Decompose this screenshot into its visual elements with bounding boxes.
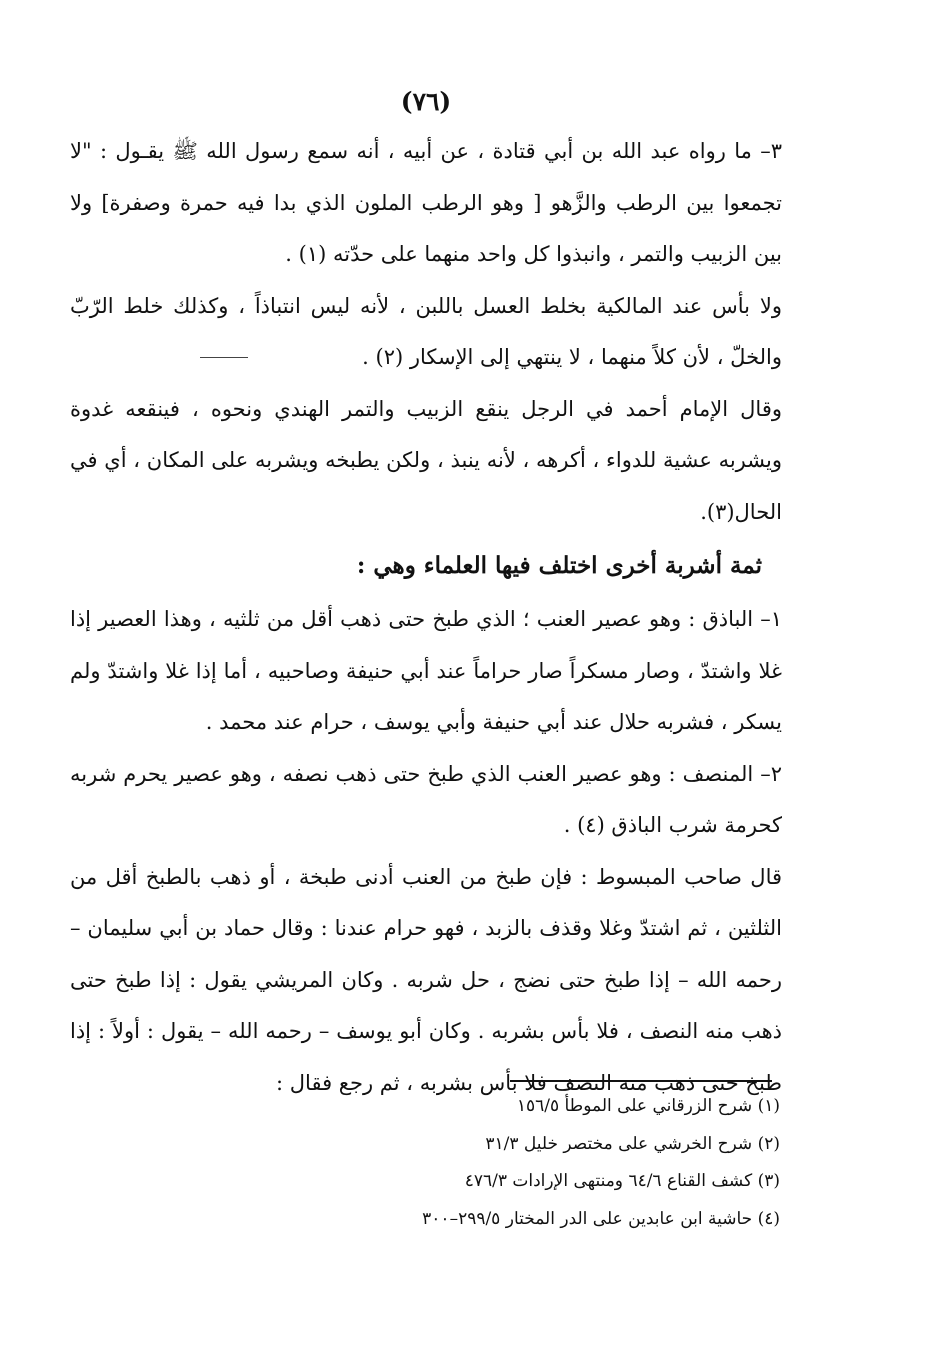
paragraph-mabsut: قال صاحب المبسوط : فإن طبخ من العنب أدنى طبخة ، أو ذهب بالطبخ أقل من الثلثين ، ثم اشتدّ وغلا وقذف بالزبد ، فهو حرام عندنا : وقال حماد بن أبي سليمان – رحمه الله – إذا طبخ حتى نضج ، حل شربه . وكان المريشي يقول : إذا طبخ حتى ذهب منه النصف ، فلا بأس بشربه . وكان أبو يوسف – رحمه الله – يقول : أولاً : إذا طبخ حتى ذهب منه النصف فلا بأس بشربه ، ثم رجع فقال : xyxy=(70,864,782,1095)
footnote-3: (٣) كشف القناع ٦٤/٦ ومنتهى الإرادات ٤٧٦/٣ xyxy=(464,1171,780,1191)
paragraph-baziq: ١– الباذق : وهو عصير العنب ؛ الذي طبخ حتى ذهب أقل من ثلثيه ، وهذا العصير إذا غلا واشتدّ ، وصار مسكراً صار حراماً عند أبي حنيفة وصاحبيه ، أما إذا غلا واشتدّ ولم يسكر ، فشربه حلال عند أبي حنيفة وأبي يوسف ، حرام عند محمد . xyxy=(70,607,782,734)
page-number: (٧٦) xyxy=(400,87,452,116)
stray-mark xyxy=(200,357,248,358)
paragraph-3: وقال الإمام أحمد في الرجل ينقع الزبيب والتمر الهندي ونحوه ، فينقعه غدوة ويشربه عشية للدواء ، أكرهه ، لأنه ينبذ ، ولكن يطبخه ويشربه على المكان ، أي في الحال(٣). xyxy=(70,396,782,524)
footnote-2: (٢) شرح الخرشي على مختصر خليل ٣١/٣ xyxy=(485,1133,780,1154)
footnote-4: (٤) حاشية ابن عابدين على الدر المختار ٢٩٩/٥–٣٠٠ xyxy=(422,1208,780,1229)
paragraph-1: ٣– ما رواه عبد الله بن أبي قتادة ، عن أبيه ، أنه سمع رسول الله ﷺ يقـول : "لا تجمعوا بين الرطب والزَّهو [ وهو الرطب الملون الذي بدا فيه حمرة وصفرة] ولا بين الزبيب والتمر ، وانبذوا كل واحد منهما على حدّته (١) . xyxy=(70,139,782,266)
paragraph-2: ولا بأس عند المالكية بخلط العسل باللبن ، لأنه ليس انتباذاً ، وكذلك خلط الرّبّ والخلّ ، لأن كلاً منهما ، لا ينتهي إلى الإسكار (٢) . xyxy=(70,293,782,369)
footnotes xyxy=(370,1088,780,1238)
paragraph-munassaf: ٢– المنصف : وهو عصير العنب الذي طبخ حتى ذهب نصفه ، وهو عصير يحرم شربه كحرمة شرب الباذق (٤) . xyxy=(70,761,782,837)
footnote-separator xyxy=(510,1080,772,1082)
page-body xyxy=(70,80,782,1109)
main-text xyxy=(70,126,782,1109)
section-heading: ثمة أشربة أخرى اختلف فيها العلماء وهي : xyxy=(356,552,762,579)
footnote-1: (١) شرح الزرقاني على الموطأ ١٥٦/٥ xyxy=(516,1096,780,1116)
